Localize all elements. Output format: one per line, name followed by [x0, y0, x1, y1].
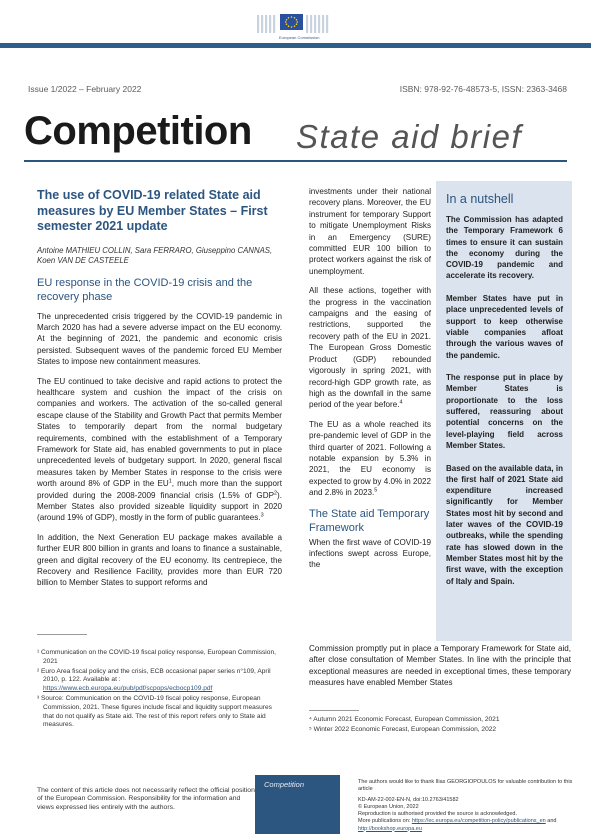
section-heading-eu-response: EU response in the COVID-19 crisis and the recovery phase — [37, 276, 253, 303]
nutshell-item: The Commission has adapted the Temporary Framework 6 times to ensure it can sustain the economy during the COVID-19 pandemic and accelerate its recovery. — [446, 215, 563, 281]
footnote-ref[interactable]: 1 — [168, 478, 172, 485]
footer-band — [255, 775, 340, 834]
footnote-link[interactable]: https://www.ecb.europa.eu/pub/pdf/scpops/ecbocp109.pdf — [43, 685, 213, 693]
nutshell-item: Member States have put in place unprecedented levels of support to keep otherwise viable companies afloat through the various waves of the pandemic. — [446, 294, 563, 360]
footnote-divider — [309, 710, 359, 711]
column-middle — [309, 186, 431, 579]
footnote-ref[interactable]: 4 — [399, 399, 403, 406]
footer-info — [358, 779, 573, 833]
text-run: The EU continued to take decisive and rapid actions to protect the healthcare system and cushion the impact of the crisis on companies and workers. The activation of the so-called general escape clause of the Stability and Growth Pact that permits Member States to temporarily depart from the normal budgetary requirements, combined with the establishment of a Temporary Framework for State aid, has enabled governments to put in place unprecedented levels of budgetary support. In 2020, general fiscal measures taken by Member States in response to the crisis were worth around 8% of GDP in the EU — [37, 376, 282, 489]
footnote: ¹ Communication on the COVID-19 fiscal policy response, European Commission, 2021 — [37, 649, 276, 665]
paragraph: When the first wave of COVID-19 infections swept across Europe, the — [309, 537, 431, 570]
reproduction-notice: Reproduction is authorised provided the source is acknowledged. — [358, 811, 517, 818]
title-divider — [24, 160, 567, 162]
footer-band-label: Competition — [264, 780, 305, 789]
paragraph — [309, 285, 431, 410]
footnotes-left — [37, 649, 282, 731]
paragraph: In addition, the Next Generation EU package makes available a further EUR 800 billion in grants and loans to finance a sustainable, green and digital recovery of the EU economy. Its centrepiece, the Recovery and Resilience Facility, provides more than EUR 720 billion to Member States to support reforms and — [37, 532, 282, 588]
footnote: ⁵ Winter 2022 Economic Forecast, European Commission, 2022 — [309, 725, 497, 733]
nutshell-box — [436, 181, 572, 641]
issue-date: Issue 1/2022 – February 2022 — [28, 84, 142, 94]
text-run: ). Member States also provided sizeable liquidity support in 2020 (around 19% of GDP), mostly in the form of public guarantees. — [37, 490, 282, 523]
more-publications — [358, 818, 573, 832]
footnote-divider — [37, 634, 87, 635]
publications-link[interactable]: https://ec.europa.eu/competition-policy/publications_en — [411, 818, 546, 825]
footnote-ref[interactable]: 5 — [374, 487, 378, 494]
text-run: , much more than the support provided during the 2008-2009 financial crisis (1.5% of GDP — [37, 479, 282, 500]
article-title: The use of COVID-19 related State aid measures by EU Member States – First semester 2021 update — [37, 188, 268, 233]
paragraph-wide: Commission promptly put in place a Temporary Framework for State aid, after close consultation of Member States. In line with the principle that exceptional measures are needed in exceptional times, these temporary measures have enabled Member States — [309, 644, 571, 688]
bookshop-link[interactable]: http://bookshop.europa.eu — [358, 825, 422, 832]
footnote-ref[interactable]: 3 — [260, 512, 264, 519]
footnote — [37, 668, 282, 694]
copyright: © European Union, 2022 — [358, 804, 419, 811]
and-text: and — [547, 818, 557, 825]
nutshell-heading: In a nutshell — [446, 192, 514, 206]
top-banner — [0, 0, 591, 48]
logo-text: European Commission — [279, 35, 320, 40]
isbn: ISBN: 978-92-76-48573-5, ISSN: 2363-3468 — [399, 84, 567, 94]
text-run: The EU as a whole reached its pre-pandemic level of GDP in the third quarter of 2021. Following a notable expansion by 5.3% in 2021, the EU economy is expected to grow by 4.0% in 2022 and 2.8% in 2023. — [309, 419, 431, 498]
text-run: All these actions, together with the progress in the vaccination campaigns and the easing of restrictions, supported the recovery path of the EU in 2021. The European Gross Domestic Product (GDP) rebounded vigorously in spring 2021, with record-high GDP growth rate, as high as the downfall in the same period of the year before. — [309, 286, 431, 410]
more-publications-label: More publications on: — [358, 818, 411, 825]
footnote: ³ Source: Communication on the COVID-19 fiscal policy response, European Commission, 2021. These figures include fiscal and liquidity support measures that do not qualify as State aid. The rest of this report refers only to State aid measures. — [37, 694, 272, 729]
catalog-number: KD-AM-22-002-EN-N, doi:10.2763/41582 — [358, 797, 459, 804]
footnote: ⁴ Autumn 2021 Economic Forecast, European Commission, 2021 — [309, 716, 500, 723]
disclaimer: The content of this article does not necessarily reflect the official position of the European Commission. Responsibility for the information and views expressed lies entirely with the authors. — [37, 787, 255, 811]
footnote-text: ² Euro Area fiscal policy and the crisis, ECB occasional paper series n°109, April 2010, p. 122. Available at : — [37, 667, 271, 684]
paragraph — [309, 419, 431, 499]
paragraph: investments under their national recovery plans. Moreover, the EU instrument for temporary Support to mitigate Unemployment Risks in an Emergency (SURE) committed EUR 100 billion to protect workers against the risk of unemployment. — [309, 187, 431, 276]
section-heading-temporary-framework: The State aid Temporary Framework — [309, 507, 430, 534]
paragraph — [37, 376, 282, 524]
paragraph: The unprecedented crisis triggered by the COVID-19 pandemic in March 2020 has had a severe adverse impact on the EU economy. At the beginning of 2021, the pandemic and economic crisis persisted. Subsequent waves of the pandemic forced EU Member States to impose new containment measures. — [37, 311, 282, 367]
column-left — [37, 188, 282, 597]
authors: Antoine MATHIEU COLLIN, Sara FERRARO, Giuseppino CANNAS, Koen VAN DE CASTEELE — [37, 245, 273, 265]
nutshell-item: Based on the available data, in the first half of 2021 State aid expenditure increased significantly for Member States most hit by second and later waves of the COVID-19 outbreaks, while the spending rate has slowed down in the Member States most hit by the first wave, with the exception of Italy and Spain. — [446, 463, 563, 586]
acknowledgement: The authors would like to thank Ilias GEORGIOPOULOS for valuable contribution to this article — [358, 779, 573, 793]
header-strip — [0, 43, 591, 48]
page-title: Competition — [24, 109, 252, 153]
page-subtitle: State aid brief — [296, 118, 523, 155]
footnote-ref[interactable]: 2 — [273, 489, 278, 496]
nutshell-item: The response put in place by Member States is proportionate to the loss suffered, reassuring about potential concerns on the level-playing field across Member States. — [446, 373, 563, 450]
footnotes-right — [309, 716, 571, 736]
